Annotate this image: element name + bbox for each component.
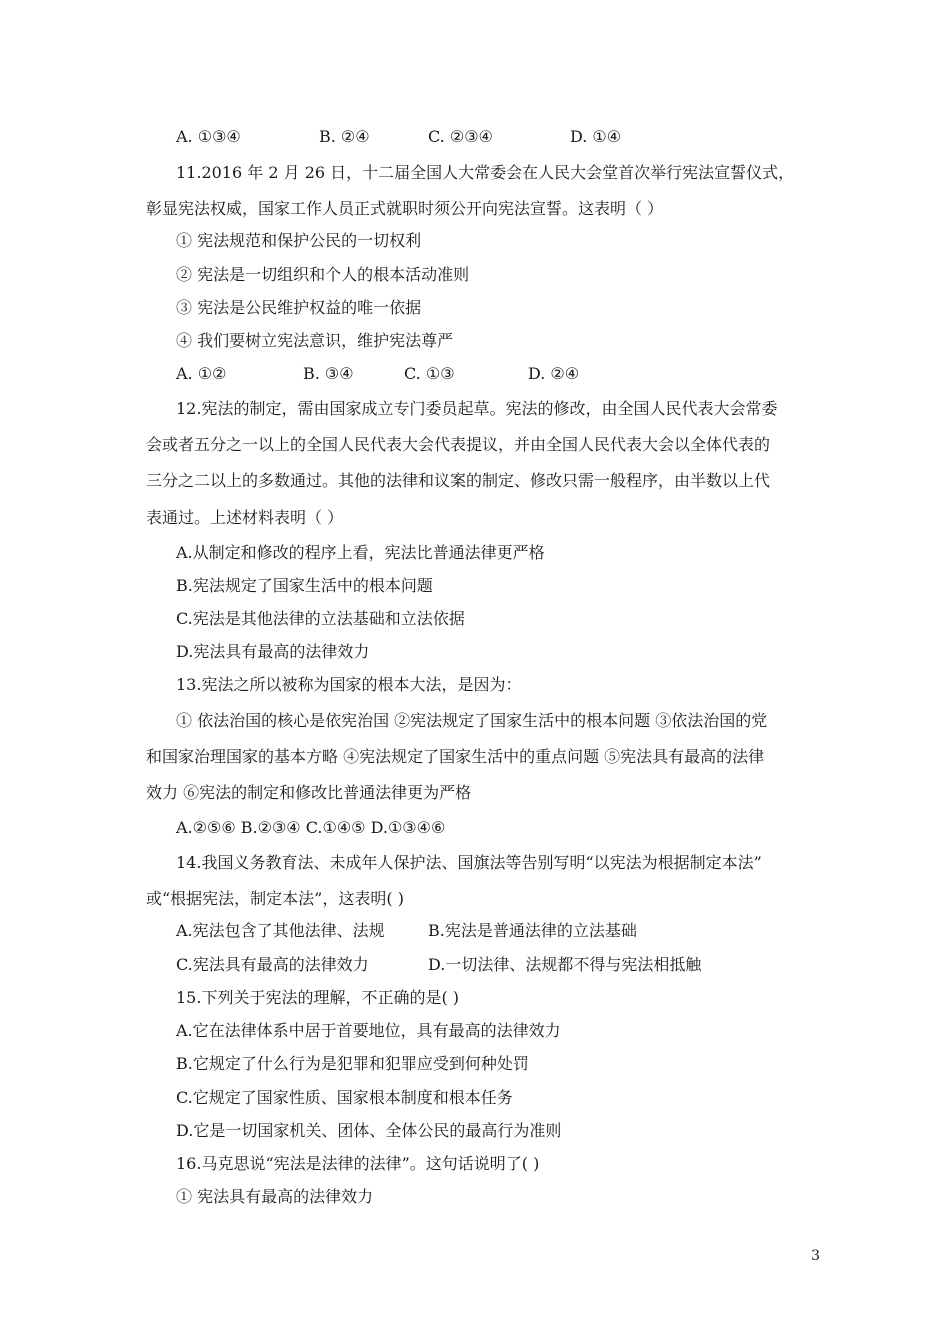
q14-options-row-1 <box>176 920 816 942</box>
q15-stem: 15.下列关于宪法的理解，不正确的是( ) <box>176 988 460 1007</box>
q14-option-b: B.宪法是普通法律的立法基础 <box>428 921 637 940</box>
q13-statement-line-2: 和国家治理国家的基本方略 ④宪法规定了国家生活中的重点问题 ⑤宪法具有最高的法律 <box>146 747 765 766</box>
q11-option-c: C. ①③ <box>404 364 455 383</box>
q16-stem: 16.马克思说“宪法是法律的法律”。这句话说明了( ) <box>176 1154 540 1173</box>
q12-stem-line-2: 会或者五分之一以上的全国人民代表大会代表提议，并由全国人民代表大会以全体代表的 <box>146 435 771 454</box>
q14-options-row-2 <box>176 954 816 976</box>
q14-stem-line-1: 14.我国义务教育法、未成年人保护法、国旗法等告别写明“以宪法为根据制定本法” <box>176 853 762 872</box>
q12-option-a: A.从制定和修改的程序上看，宪法比普通法律更严格 <box>176 543 545 562</box>
q10-options <box>176 126 816 148</box>
q10-option-d: D. ①④ <box>570 127 622 146</box>
q13-statement-line-1: ① 依法治国的核心是依宪治国 ②宪法规定了国家生活中的根本问题 ③依法治国的党 <box>176 711 768 730</box>
page-number: 3 <box>811 1248 820 1264</box>
q14-option-c: C.宪法具有最高的法律效力 <box>176 955 369 974</box>
q14-stem-line-2: 或“根据宪法，制定本法”，这表明( ) <box>146 889 404 908</box>
q15-option-c: C.它规定了国家性质、国家根本制度和根本任务 <box>176 1088 513 1107</box>
q15-option-d: D.它是一切国家机关、团体、全体公民的最高行为准则 <box>176 1121 562 1140</box>
q15-option-a: A.它在法律体系中居于首要地位，具有最高的法律效力 <box>176 1021 561 1040</box>
q10-option-c: C. ②③④ <box>428 127 493 146</box>
q11-options <box>176 363 816 385</box>
q10-option-a: A. ①③④ <box>176 127 241 146</box>
q16-statement-1: ① 宪法具有最高的法律效力 <box>176 1187 374 1206</box>
q14-option-a: A.宪法包含了其他法律、法规 <box>176 921 385 940</box>
q11-statement-3: ③ 宪法是公民维护权益的唯一依据 <box>176 298 422 317</box>
q15-option-b: B.它规定了什么行为是犯罪和犯罪应受到何种处罚 <box>176 1054 529 1073</box>
q12-stem-line-1: 12.宪法的制定，需由国家成立专门委员起草。宪法的修改，由全国人民代表大会常委 <box>176 399 778 418</box>
q12-stem-line-3: 三分之二以上的多数通过。其他的法律和议案的制定、修改只需一般程序，由半数以上代 <box>146 471 771 490</box>
q11-option-d: D. ②④ <box>528 364 580 383</box>
q11-stem-line-1: 11.2016 年 2 月 26 日，十二届全国人大常委会在人民大会堂首次举行宪法宣誓仪式， <box>176 163 795 182</box>
q14-option-d: D.一切法律、法规都不得与宪法相抵触 <box>428 955 702 974</box>
q11-option-b: B. ③④ <box>303 364 354 383</box>
q12-option-d: D.宪法具有最高的法律效力 <box>176 642 370 661</box>
q13-statement-line-3: 效力 ⑥宪法的制定和修改比普通法律更为严格 <box>146 783 472 802</box>
q13-options: A.②⑤⑥ B.②③④ C.①④⑤ D.①③④⑥ <box>176 818 446 837</box>
q13-stem: 13.宪法之所以被称为国家的根本大法，是因为： <box>176 675 522 694</box>
q10-option-b: B. ②④ <box>319 127 370 146</box>
q12-option-c: C.宪法是其他法律的立法基础和立法依据 <box>176 609 465 628</box>
q12-stem-line-4: 表通过。上述材料表明（ ） <box>146 508 344 527</box>
q11-option-a: A. ①② <box>176 364 227 383</box>
q11-statement-4: ④ 我们要树立宪法意识，维护宪法尊严 <box>176 331 454 350</box>
q11-stem-line-2: 彰显宪法权威，国家工作人员正式就职时须公开向宪法宣誓。这表明（ ） <box>146 199 664 218</box>
q12-option-b: B.宪法规定了国家生活中的根本问题 <box>176 576 433 595</box>
q11-statement-2: ② 宪法是一切组织和个人的根本活动准则 <box>176 265 470 284</box>
q11-statement-1: ① 宪法规范和保护公民的一切权利 <box>176 231 422 250</box>
